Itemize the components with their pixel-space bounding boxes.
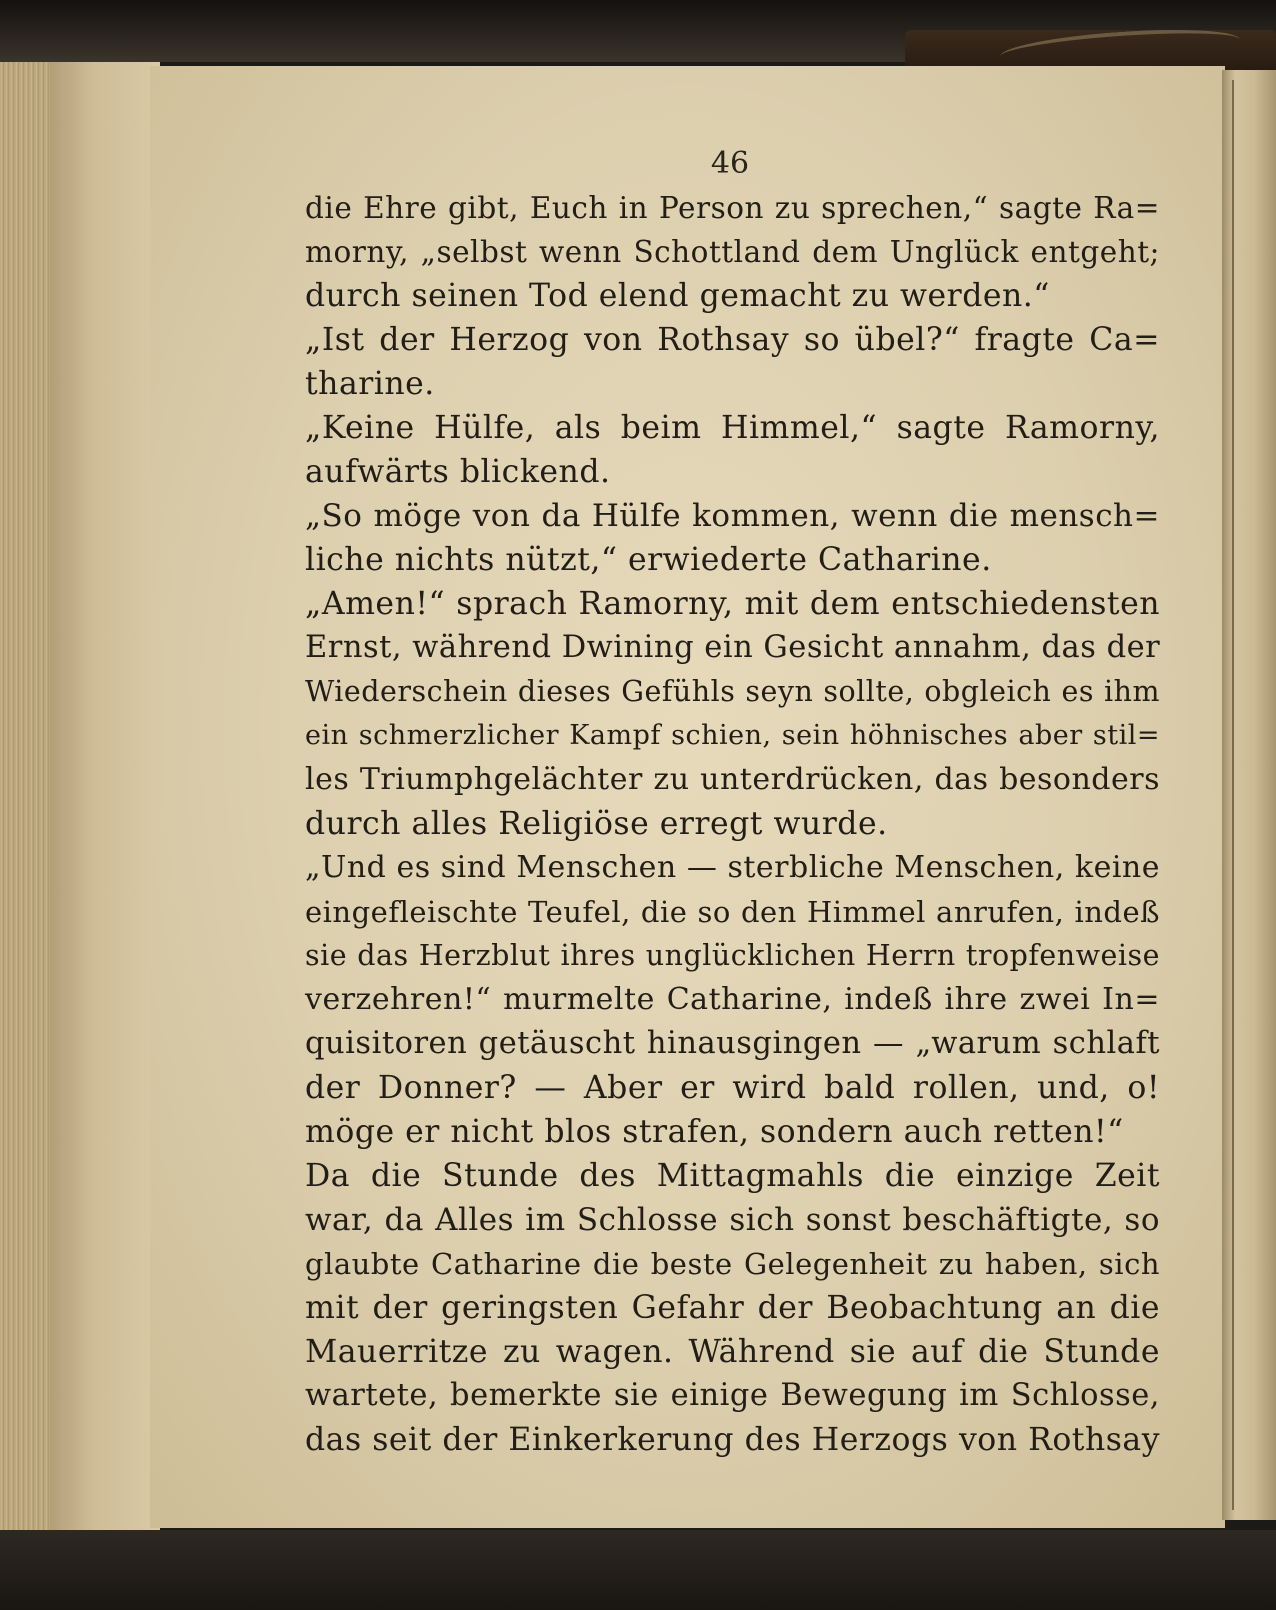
page-text — [305, 186, 1160, 1462]
text-line: mit der geringsten Gefahr der Beobachtung an die — [305, 1290, 1160, 1326]
text-line: der Donner? — Aber er wird bald rollen, und, o! — [305, 1070, 1160, 1106]
text-line: quisitoren getäuscht hinausgingen — „warum schlaft — [305, 1026, 1160, 1061]
book-cover-bottom — [0, 1530, 1276, 1610]
text-line: „Amen!“ sprach Ramorny, mit dem entschiedensten — [305, 586, 1160, 622]
text-line: les Triumphgelächter zu unterdrücken, das besonders — [305, 762, 1160, 797]
gutter-shadow — [50, 62, 160, 1542]
text-line: möge er nicht blos strafen, sondern auch retten!“ — [305, 1114, 1124, 1150]
text-line: „Und es sind Menschen — sterbliche Menschen, keine — [305, 850, 1160, 885]
text-line: liche nichts nützt,“ erwiederte Catharine. — [305, 542, 992, 578]
text-line: ein schmerzlicher Kampf schien, sein höhnisches aber stil= — [305, 720, 1160, 751]
text-line: Da die Stunde des Mittagmahls die einzige Zeit — [305, 1158, 1160, 1194]
text-line: glaubte Catharine die beste Gelegenheit zu haben, sich — [305, 1247, 1160, 1281]
text-line: aufwärts blickend. — [305, 454, 611, 490]
right-page-edges — [1222, 70, 1276, 1520]
text-line: „So möge von da Hülfe kommen, wenn die mensch= — [305, 498, 1160, 534]
page-fold-line — [1232, 80, 1234, 1510]
text-line: „Ist der Herzog von Rothsay so übel?“ fragte Ca= — [305, 322, 1160, 358]
text-line: die Ehre gibt, Euch in Person zu sprechen,“ sagte Ra= — [305, 191, 1160, 225]
text-line: durch seinen Tod elend gemacht zu werden.“ — [305, 278, 1050, 314]
text-line: das seit der Einkerkerung des Herzogs von Rothsay — [305, 1422, 1160, 1458]
text-line: sie das Herzblut ihres unglücklichen Herrn tropfenweise — [305, 939, 1160, 972]
text-line: verzehren!“ murmelte Catharine, indeß ihre zwei In= — [305, 982, 1160, 1017]
text-line: „Keine Hülfe, als beim Himmel,“ sagte Ramorny, — [305, 410, 1160, 446]
text-line: Mauerritze zu wagen. Während sie auf die Stunde — [305, 1334, 1160, 1370]
text-line: Ernst, während Dwining ein Gesicht annahm, das der — [305, 630, 1161, 665]
text-line: eingefleischte Teufel, die so den Himmel anrufen, indeß — [305, 895, 1160, 929]
left-page-edges — [0, 62, 50, 1542]
text-line: durch alles Religiöse erregt wurde. — [305, 806, 888, 842]
text-line: wartete, bemerkte sie einige Bewegung im Schlosse, — [305, 1378, 1160, 1413]
text-line: Wiederschein dieses Gefühls seyn sollte, obgleich es ihm — [305, 675, 1160, 708]
text-line: tharine. — [305, 366, 435, 402]
text-line: war, da Alles im Schlosse sich sonst beschäftigte, so — [305, 1202, 1160, 1238]
text-line: morny, „selbst wenn Schottland dem Unglück entgeht; — [305, 235, 1160, 269]
page-number: 46 — [710, 146, 750, 181]
